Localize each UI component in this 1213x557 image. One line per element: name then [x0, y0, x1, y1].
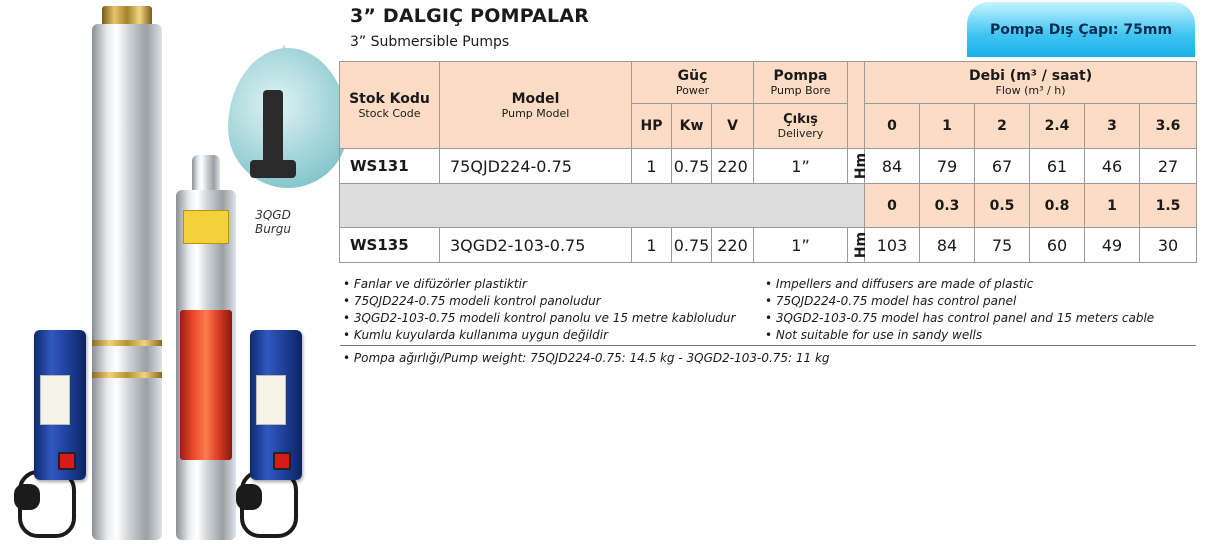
head-value: 27 [1140, 149, 1197, 184]
model-en: Pump Model [501, 106, 570, 120]
hm-text: Hm [853, 152, 870, 180]
head-value: 60 [1030, 228, 1085, 263]
note-item: • Kumlu kuyularda kullanıma uygun değildir [343, 327, 735, 344]
head-value: 103 [865, 228, 920, 263]
flow-col: 2 [975, 104, 1030, 149]
page-subtitle: 3” Submersible Pumps [350, 34, 510, 50]
stock-code: WS131 [340, 149, 440, 184]
hm-header-blank [848, 62, 865, 149]
left-control-label [40, 375, 70, 425]
hm-label [848, 149, 870, 184]
delivery-value: 1” [754, 149, 848, 184]
head-value: 79 [920, 149, 975, 184]
stock-code-header [340, 62, 440, 149]
delivery-tr: Çıkış [783, 112, 818, 127]
v-value: 220 [712, 228, 754, 263]
table-row [340, 184, 1197, 228]
right-control-label [256, 375, 286, 425]
head-value: 46 [1085, 149, 1140, 184]
stock-code: WS135 [340, 228, 440, 263]
hm-label [848, 228, 870, 263]
flow-en: Flow (m³ / h) [995, 84, 1066, 97]
left-plug [14, 484, 40, 510]
hp-value: 1 [632, 228, 672, 263]
impeller-caption [243, 208, 303, 236]
flow-col: 3.6 [1140, 104, 1197, 149]
v-header: V [712, 104, 754, 149]
right-switch [273, 452, 291, 470]
flow-col: 0 [865, 184, 920, 228]
pump-ring [92, 340, 162, 346]
caption-line-1: 3QGD [255, 208, 291, 222]
head-value: 61 [1030, 149, 1085, 184]
model-name: 3QGD2-103-0.75 [440, 228, 632, 263]
pump-label [183, 210, 229, 244]
table-row [340, 228, 1197, 263]
head-value: 67 [975, 149, 1030, 184]
flow-col: 0.5 [975, 184, 1030, 228]
flow-col: 1.5 [1140, 184, 1197, 228]
note-item: • 75QJD224-0.75 model has control panel [765, 293, 1154, 310]
bore-en: Pump Bore [770, 84, 831, 97]
note-item: • Impellers and diffusers are made of plastic [765, 276, 1154, 293]
model-tr: Model [511, 90, 560, 107]
left-switch [58, 452, 76, 470]
head-value: 30 [1140, 228, 1197, 263]
flow-col: 0.8 [1030, 184, 1085, 228]
flow-tr: Debi (m³ / saat) [968, 68, 1093, 84]
notes-turkish [343, 276, 735, 344]
pump-short-top [192, 155, 220, 195]
note-item: • 3QGD2-103-0.75 modeli kontrol panolu ve 15 metre kabloludur [343, 310, 735, 327]
note-item: • Not suitable for use in sandy wells [765, 327, 1154, 344]
flow-col: 0.3 [920, 184, 975, 228]
power-header [632, 62, 754, 104]
pump-tall-body [92, 24, 162, 540]
page-title: 3” DALGIÇ POMPALAR [350, 5, 590, 27]
stock-code-tr: Stok Kodu [349, 90, 430, 107]
diameter-badge: Pompa Dış Çapı: 75mm [967, 2, 1195, 57]
model-header [440, 62, 632, 149]
head-value: 84 [865, 149, 920, 184]
table-row [340, 149, 1197, 184]
bore-header [754, 62, 848, 104]
impeller-shaft [263, 90, 283, 170]
kw-value: 0.75 [672, 149, 712, 184]
delivery-value: 1” [754, 228, 848, 263]
divider [340, 345, 1196, 346]
kw-header: Kw [672, 104, 712, 149]
stock-code-en: Stock Code [358, 106, 421, 120]
head-value: 84 [920, 228, 975, 263]
hp-header: HP [632, 104, 672, 149]
pump-ring [92, 372, 162, 378]
impeller-base [250, 160, 296, 178]
model-name: 75QJD224-0.75 [440, 149, 632, 184]
flow-col: 0 [865, 104, 920, 149]
flow-col: 2.4 [1030, 104, 1085, 149]
delivery-en: Delivery [777, 127, 824, 140]
pump-red-sleeve [180, 310, 232, 460]
hp-value: 1 [632, 149, 672, 184]
flow-col: 3 [1085, 104, 1140, 149]
flow-col: 1 [920, 104, 975, 149]
delivery-header [754, 104, 848, 149]
note-item: • Fanlar ve difüzörler plastiktir [343, 276, 735, 293]
head-value: 49 [1085, 228, 1140, 263]
right-plug [236, 484, 262, 510]
caption-line-2: Burgu [255, 222, 291, 236]
power-en: Power [675, 84, 710, 97]
note-item: • 3QGD2-103-0.75 model has control panel and 15 meters cable [765, 310, 1154, 327]
flow-col: 1 [1085, 184, 1140, 228]
notes-english [765, 276, 1154, 344]
spacer-gray [340, 184, 865, 228]
kw-value: 0.75 [672, 228, 712, 263]
power-tr: Güç [677, 68, 708, 84]
note-item: • 75QJD224-0.75 modeli kontrol panoludur [343, 293, 735, 310]
flow-header [865, 62, 1197, 104]
weight-note: • Pompa ağırlığı/Pump weight: 75QJD224-0.75: 14.5 kg - 3QGD2-103-0.75: 11 kg [343, 351, 830, 365]
spec-table [339, 61, 1197, 263]
hm-text: Hm [853, 231, 870, 259]
head-value: 75 [975, 228, 1030, 263]
v-value: 220 [712, 149, 754, 184]
bore-tr: Pompa [773, 68, 828, 84]
